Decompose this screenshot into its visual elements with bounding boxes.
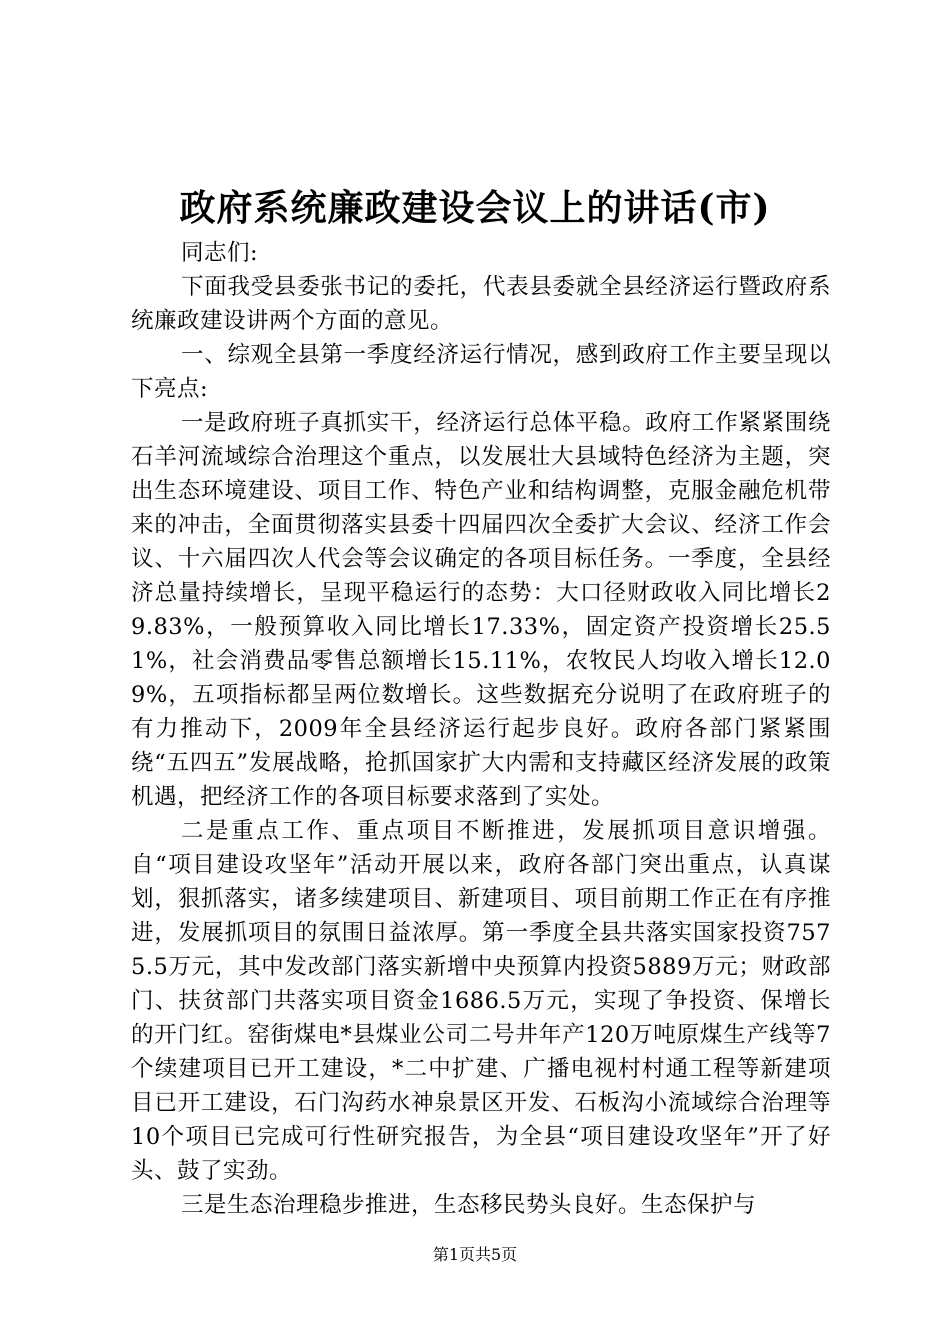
page-total: 共5页 (475, 1245, 518, 1264)
intro-paragraph: 下面我受县委张书记的委托，代表县委就全县经济运行暨政府系统廉政建设讲两个方面的意见。 (131, 274, 831, 334)
body-paragraph: 一是政府班子真抓实干，经济运行总体平稳。政府工作紧紧围绕石羊河流域综合治理这个重点，以发展壮大县域特色经济为主题，突出生态环境建设、项目工作、特色产业和结构调整，克服金融危机带来的冲击，全面贯彻落实县委十四届四次全委扩大会议、经济工作会议、十六届四次人代会等会议确定的各项目标任务。一季度，全县经济总量持续增长，呈现平稳运行的态势：大口径财政收入同比增长29.83%，一般预算收入同比增长17.33%，固定资产投资增长25.51%，社会消费品零售总额增长15.11%，农牧民人均收入增长12.09%，五项指标都呈两位数增长。这些数据充分说明了在政府班子的有力推动下，2009年全县经济运行起步良好。政府各部门紧紧围绕“五四五”发展战略，抢抓国家扩大内需和支持藏区经济发展的政策机遇，把经济工作的各项目标要求落到了实处。 (131, 410, 831, 810)
salutation: 同志们: (181, 240, 259, 266)
document-body (131, 236, 831, 1222)
page-number: 第1页 (432, 1245, 475, 1264)
body-paragraph: 二是重点工作、重点项目不断推进，发展抓项目意识增强。自“项目建设攻坚年”活动开展以来，政府各部门突出重点，认真谋划，狠抓落实，诸多续建项目、新建项目、项目前期工作正在有序推进，发展抓项目的氛围日益浓厚。第一季度全县共落实国家投资7575.5万元，其中发改部门落实新增中央预算内投资5889万元；财政部门、扶贫部门共落实项目资金1686.5万元，实现了争投资、保增长的开门红。窑街煤电*县煤业公司二号井年产120万吨原煤生产线等7个续建项目已开工建设，*二中扩建、广播电视村村通工程等新建项目已开工建设，石门沟药水神泉景区开发、石板沟小流域综合治理等10个项目已完成可行性研究报告，为全县“项目建设攻坚年”开了好头、鼓了实劲。 (131, 818, 831, 1184)
document-title: 政府系统廉政建设会议上的讲话(市) (179, 187, 771, 229)
page-footer (0, 1245, 950, 1265)
body-paragraph: 三是生态治理稳步推进，生态移民势头良好。生态保护与 (181, 1192, 757, 1218)
section-heading: 一、综观全县第一季度经济运行情况，感到政府工作主要呈现以下亮点: (131, 342, 831, 402)
